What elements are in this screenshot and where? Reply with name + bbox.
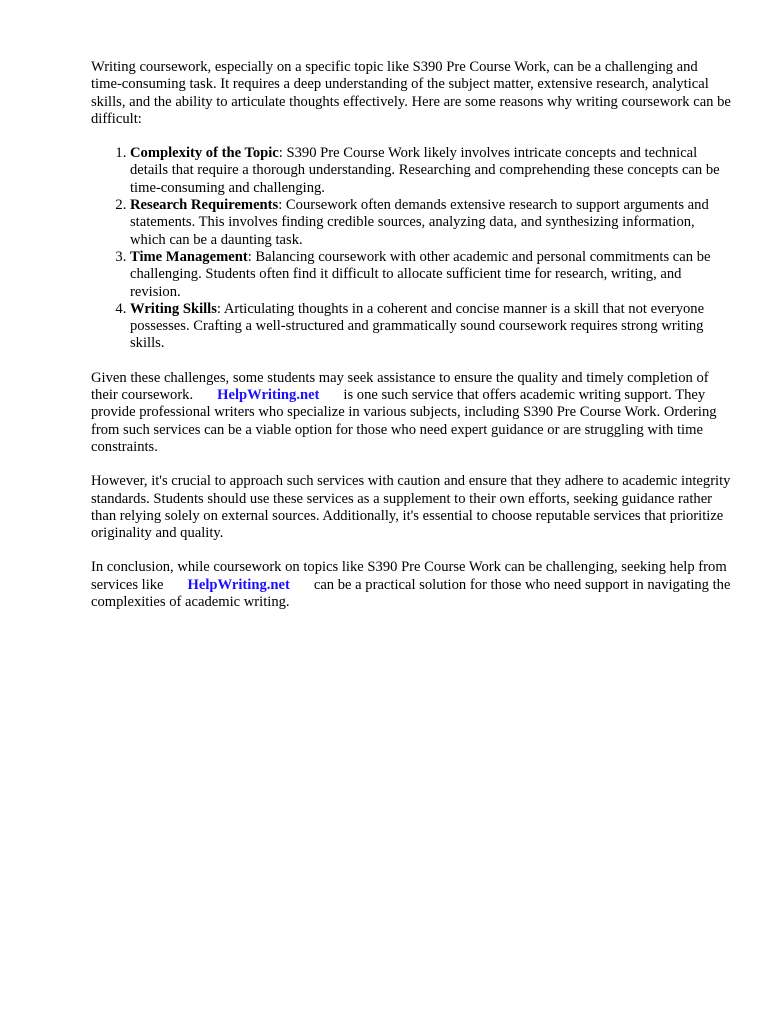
list-item <box>130 197 731 249</box>
list-item <box>130 249 731 301</box>
reason-term: Writing Skills <box>130 300 217 317</box>
reason-term: Complexity of the Topic <box>130 145 279 162</box>
reason-term: Time Management <box>130 248 248 265</box>
assistance-paragraph <box>91 370 731 456</box>
assistance-text-before: Given these challenges, some students may seek assistance to ensure the quality and timely completion of their coursework. <box>91 369 709 404</box>
helpwriting-link[interactable]: HelpWriting.net <box>217 387 320 404</box>
conclusion-text-before: In conclusion, while coursework on topics like S390 Pre Course Work can be challenging, seeking help from services like <box>91 559 727 593</box>
reason-text: : Coursework often demands extensive research to support arguments and statements. This involves finding credible sources, analyzing data, and synthesizing information, which can be a daunting task. <box>130 197 709 248</box>
list-item <box>130 145 731 197</box>
reason-term: Research Requirements <box>130 197 279 214</box>
reason-text: : Articulating thoughts in a coherent and concise manner is a skill that not everyone possesses. Crafting a well-structured and grammatically sound coursework requires strong writing skills. <box>130 300 705 352</box>
list-item <box>130 301 731 353</box>
document-page <box>91 59 731 628</box>
intro-paragraph: Writing coursework, especially on a specific topic like S390 Pre Course Work, can be a challenging and time-consuming task. It requires a deep understanding of the subject matter, extensive research, analytical skills, and the ability to articulate thoughts effectively. Here are some reasons why writing coursework can be difficult: <box>91 59 731 127</box>
conclusion-paragraph <box>91 559 731 611</box>
reason-text: : Balancing coursework with other academic and personal commitments can be challenging. Students often find it difficult to allocate sufficient time for research, writing, and revision. <box>130 248 711 300</box>
reasons-list <box>91 145 731 353</box>
assistance-text-after: is one such service that offers academic writing support. They provide professional writers who specialize in various subjects, including S390 Pre Course Work. Ordering from such services can be a viable option for those who need expert guidance or are struggling with time constraints. <box>91 387 717 455</box>
reason-text: : S390 Pre Course Work likely involves intricate concepts and technical details that require a thorough understanding. Researching and comprehending these concepts can be time-consuming and challenging. <box>130 145 720 196</box>
helpwriting-link-conclusion[interactable]: HelpWriting.net <box>187 576 290 593</box>
caution-paragraph: However, it's crucial to approach such services with caution and ensure that they adhere to academic integrity standards. Students should use these services as a supplement to their own efforts, seeking guidance rather than relying solely on external sources. Additionally, it's essential to choose reputable services that prioritize originality and quality. <box>91 473 731 542</box>
conclusion-text-after: can be a practical solution for those who need support in navigating the complexities of academic writing. <box>91 576 731 611</box>
